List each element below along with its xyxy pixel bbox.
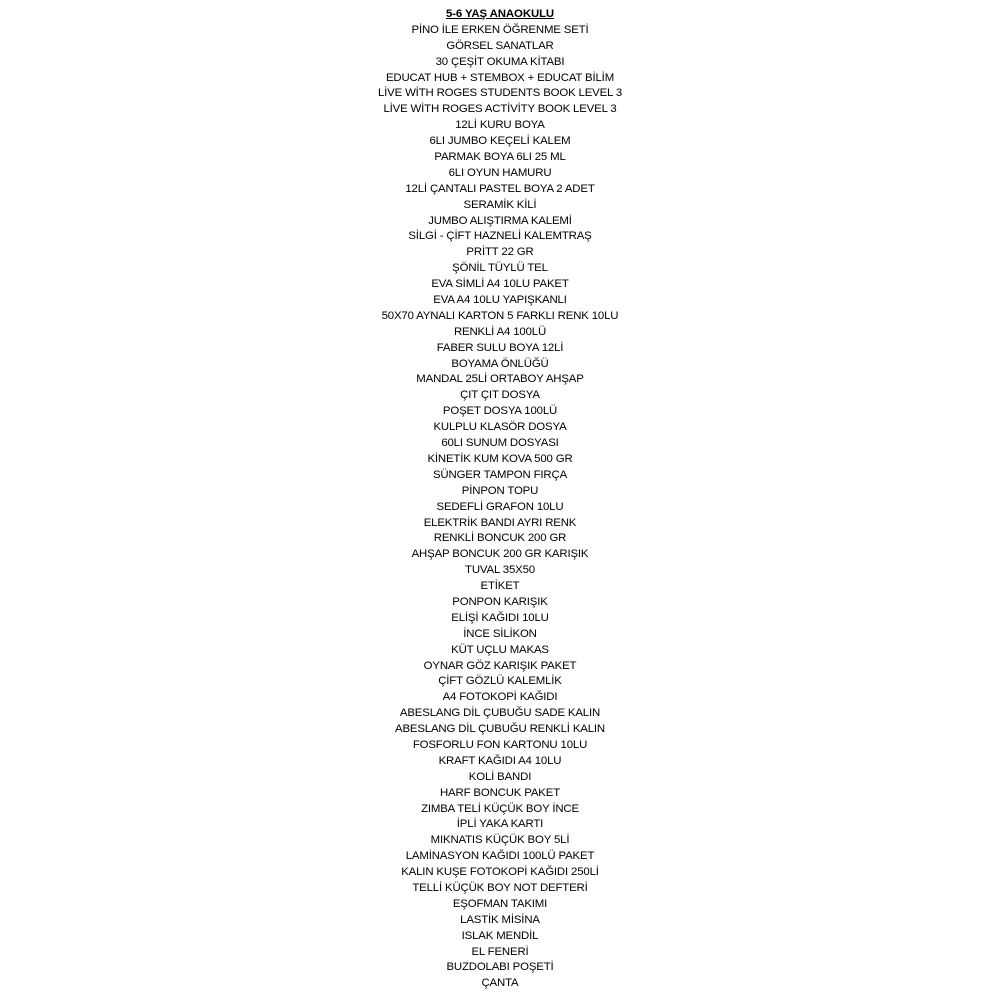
list-item: EVA SİMLİ A4 10LU PAKET — [431, 278, 569, 291]
list-item: İPLİ YAKA KARTI — [456, 818, 544, 831]
list-item: LAMİNASYON KAĞIDI 100LÜ PAKET — [405, 850, 595, 863]
list-item: 30 ÇEŞİT OKUMA KİTABI — [435, 55, 565, 68]
list-item: GÖRSEL SANATLAR — [446, 39, 554, 52]
list-item: ÇANTA — [481, 977, 519, 990]
list-item: PİNO İLE ERKEN ÖĞRENME SETİ — [411, 23, 589, 36]
document-title: 5-6 YAŞ ANAOKULU — [445, 8, 555, 20]
supply-list — [0, 23, 1000, 992]
list-item: SEDEFLİ GRAFON 10LU — [436, 500, 564, 513]
list-item: 12Lİ ÇANTALI PASTEL BOYA 2 ADET — [405, 182, 595, 195]
list-item: PONPON KARIŞIK — [452, 595, 548, 608]
list-item: BOYAMA ÖNLÜĞÜ — [451, 357, 549, 370]
list-item: JUMBO ALIŞTIRMA KALEMİ — [428, 214, 572, 227]
list-item: LİVE WİTH ROGES STUDENTS BOOK LEVEL 3 — [377, 87, 623, 100]
list-item: İNCE SİLİKON — [463, 627, 537, 640]
list-item: ISLAK MENDİL — [461, 929, 539, 942]
list-item: ZIMBA TELİ KÜÇÜK BOY İNCE — [421, 802, 579, 815]
list-item: ŞÖNİL TÜYLÜ TEL — [452, 262, 548, 275]
list-item: AHŞAP BONCUK 200 GR KARIŞIK — [411, 548, 589, 561]
list-item: HARF BONCUK PAKET — [439, 786, 561, 799]
list-item: 50X70 AYNALI KARTON 5 FARKLI RENK 10LU — [381, 309, 619, 322]
list-item: LİVE WİTH ROGES ACTİVİTY BOOK LEVEL 3 — [383, 103, 617, 116]
list-item: ELİŞİ KAĞIDI 10LU — [451, 611, 549, 624]
list-item: ÇİFT GÖZLÜ KALEMLİK — [438, 675, 562, 688]
list-item: EVA A4 10LU YAPIŞKANLI — [433, 294, 567, 307]
list-item: RENKLİ A4 100LÜ — [453, 325, 547, 338]
list-item: KRAFT KAĞIDI A4 10LU — [438, 754, 562, 767]
list-item: FABER SULU BOYA 12Lİ — [436, 341, 564, 354]
list-item: PARMAK BOYA 6LI 25 ML — [434, 151, 566, 164]
list-item: ABESLANG DİL ÇUBUĞU SADE KALIN — [399, 707, 601, 720]
list-item: RENKLİ BONCUK 200 GR — [433, 532, 567, 545]
list-item: BUZDOLABI POŞETİ — [446, 961, 554, 974]
list-item: KULPLU KLASÖR DOSYA — [433, 421, 567, 434]
list-item: ABESLANG DİL ÇUBUĞU RENKLİ KALIN — [395, 723, 605, 736]
list-item: SERAMİK KİLİ — [463, 198, 537, 211]
supply-list-document — [0, 7, 1000, 992]
list-item: PİNPON TOPU — [461, 484, 539, 497]
list-item: TUVAL 35X50 — [465, 564, 535, 577]
list-item: PRİTT 22 GR — [466, 246, 534, 259]
list-item: KÜT UÇLU MAKAS — [451, 643, 549, 656]
list-item: MIKNATIS KÜÇÜK BOY 5Lİ — [430, 834, 570, 847]
list-item: OYNAR GÖZ KARIŞIK PAKET — [423, 659, 577, 672]
list-item: EDUCAT HUB + STEMBOX + EDUCAT BİLİM — [385, 71, 615, 84]
list-item: EŞOFMAN TAKIMI — [452, 897, 548, 910]
list-item: TELLİ KÜÇÜK BOY NOT DEFTERİ — [412, 881, 588, 894]
list-item: EL FENERİ — [471, 945, 529, 958]
list-item: SÜNGER TAMPON FIRÇA — [432, 468, 568, 481]
list-item: 60LI SUNUM DOSYASI — [441, 437, 559, 450]
list-item: 12Lİ KURU BOYA — [455, 119, 545, 132]
list-item: POŞET DOSYA 100LÜ — [442, 405, 558, 418]
list-item: ETİKET — [480, 580, 520, 593]
list-item: A4 FOTOKOPİ KAĞIDI — [442, 691, 558, 704]
list-item: ELEKTRİK BANDI AYRI RENK — [423, 516, 577, 529]
list-item: SİLGİ - ÇİFT HAZNELİ KALEMTRAŞ — [408, 230, 592, 243]
list-item: 6LI JUMBO KEÇELİ KALEM — [429, 135, 571, 148]
list-item: FOSFORLU FON KARTONU 10LU — [412, 738, 588, 751]
list-item: LASTİK MİSİNA — [460, 913, 540, 926]
list-item: KALIN KUŞE FOTOKOPİ KAĞIDI 250Lİ — [401, 866, 599, 879]
list-item: 6LI OYUN HAMURU — [448, 166, 552, 179]
list-item: KOLİ BANDI — [468, 770, 532, 783]
list-item: KİNETİK KUM KOVA 500 GR — [427, 452, 573, 465]
list-item: ÇIT ÇIT DOSYA — [460, 389, 540, 402]
list-item: MANDAL 25Lİ ORTABOY AHŞAP — [416, 373, 584, 386]
